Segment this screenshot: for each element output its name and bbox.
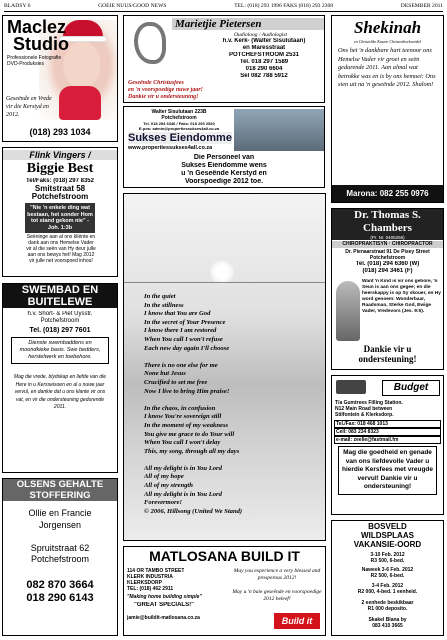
staff-photo [234,109,324,151]
poem-line: None but Jesus [144,370,186,378]
pietersen-addr-2: en Maresstraat [242,45,286,51]
olsens-phone-2: 018 290 6143 [26,592,94,604]
swembad-ad [2,283,118,473]
poem-line: I know there I am restored [144,327,217,335]
sukses-msg-1: Die Personeel van [193,154,255,161]
thomas-text: Want 'n Kind is vir ons gebore, 'n Seun is aan ons gegee; en die heerskappy is op Sy skouer, en Hy word genoem: Wonderbaar, Raadsman, Sterke God, Ewige Vader, Vredevors (Jes. 9:5). [362,279,441,314]
poem-line: Crucified to set me free [144,378,208,386]
pietersen-addr-1: h.v. Kerk- (Walter Sisulutaan) [222,38,306,44]
bosveld-line-1: 3-10 Feb. 2012 [370,552,405,558]
flink-tel: Tel/Faks: (018) 297 8352 [26,178,94,184]
pietersen-tel: Tel. 018 297 1589 [239,59,289,65]
page-number: BLADSY 6 [4,3,31,9]
olsens-title-1: OLSENS GEHALTE [3,479,117,490]
thomas-title-1: Dr. Thomas S. [332,209,443,222]
pietersen-wish-2: en 'n voorspoedige nuwe jaar! [128,87,204,93]
poem-line: Each new day again I'll choose [144,344,230,352]
thomas-addr-2: Potchefstroom [369,255,406,261]
bosveld-line-8: R1 000 deposito. [367,606,408,612]
budget-addr-2: N12 Main Road between [335,406,393,412]
budget-tel: Tel./Fax: 018 468 1013 [334,420,441,428]
thomas-tel: Tel. (018) 294 6360 (W) [355,261,420,267]
matlosana-ad [123,546,326,636]
matlosana-wish-2: May u 'n baie geseënde en voorspoedige 2012 beleef! [232,589,322,602]
sukses-mail: E-pos: admin@propertiessukses4all.co.za [138,126,220,131]
poem-line: © 2006, Hillsong (United We Stand) [144,507,243,515]
sukses-brand: Sukses Eiendomme [128,132,232,144]
thomas-addr-1: Dr. Pienaarstraat 91 De Pisey Street [345,249,430,255]
swembad-addr: h.v. Short- & Piet Uysstr. Potchefstroom [27,311,93,324]
header-contact: TEL: (018) 293 1996 FAKS (018) 293 2308 [234,3,334,9]
matlosana-slogan: "Making home building simple" [127,594,202,600]
poem-line: Now I live to bring Him praise! [144,387,230,395]
sukses-ad [123,106,325,188]
olsens-title-2: STOFFERING [3,490,117,501]
bosveld-line-4: R2 500, 6-bed. [370,573,405,579]
thomas-thanks: Dankie vir u ondersteuning! [358,344,417,364]
matlosana-wish-1: May you experience a very blessed and prosperous 2012! [233,568,321,581]
flink-name: Biggie Best [26,161,94,176]
poem-line: All my delight is in You Lord [144,464,222,472]
maclez-phone: (018) 293 1034 [29,127,91,137]
paper-name: GOEIE NUUS/GOOD NEWS [98,3,167,9]
olsens-phone-1: 082 870 3664 [26,579,94,591]
bosveld-line-6: R2 000, 4-bed. 1 eenheid. [357,589,418,595]
flink-town: Potchefstroom [31,193,89,201]
poem-line [144,353,324,362]
budget-addr-1: T/a Gumtrees Filling Station. [335,400,403,406]
matlosana-email: jamie@buildit-matlosana.co.za [127,615,200,621]
bosveld-line-5: 3-4 Feb. 2012 [371,583,404,589]
poem-line [144,456,324,465]
poem-line: This, my song, through all my days [144,447,240,455]
pietersen-wish-1: Geseënde Christusfees [128,80,184,86]
bosveld-ad [331,520,444,636]
header-month: DESEMBER 2011 [400,3,443,9]
flink-ad [2,147,118,277]
poem-line: When You call I won't refuse [144,335,223,343]
thomas-cell: (018) 294 3461 (F) [362,268,413,274]
olsens-ad [2,478,118,636]
shekinah-sub: en Christelike Kaarte Christenboekwinkel [353,39,422,44]
pietersen-fax: 018 290 6604 [245,66,283,72]
sukses-msg-3: u 'n Geseënde Kerstyd en [181,170,267,177]
maclez-title-1: Maclez [7,18,67,36]
sukses-tel: Tel. 018 294 6346 / Faks: 018 293 2520 [143,121,215,126]
sun-icon [210,260,234,284]
poem-line [144,396,324,405]
swembad-title-1: SWEMBAD EN [3,284,117,296]
truck-icon [336,380,366,394]
budget-cell: Cell: 083 234 8323 [334,428,441,436]
shekinah-title: Shekinah [353,19,422,37]
sukses-web: www.propertiessukses4all.co.za [128,145,213,151]
nativity-figure [336,281,360,341]
bosveld-line-7: 2 eenhede beskikbaar [361,600,414,606]
shekinah-ad [331,15,444,203]
flink-text: Seëninge aan al ons kliënte en dank aan ons Hemelse Vader vir al die seën van Hy deur julle aan ons bewys het! Mag 2012 vir julle net voorspoed inhou! [26,234,96,264]
poem-line: In the secret of Your Presence [144,318,226,326]
poem-line: In the moment of my weakness [144,421,229,429]
olsens-names: Ollie en Francie Jorgensen [28,508,92,530]
poem-line: When You call I won't delay [144,439,221,447]
shekinah-phone: Marona: 082 255 0976 [332,185,443,202]
baby-dress [59,86,101,120]
sukses-addr-2: Potchefstroom [161,115,197,121]
swembad-tel: Tel. (018) 297 7601 [29,327,91,334]
poem-text [144,293,324,516]
thomas-prno: (Pr. Nr. 0405256) [332,235,443,240]
budget-addr-3: Stilfontein & Klerksdorp. [335,412,394,418]
sukses-addr-1: Walter Sisulutaan 223B [151,109,207,115]
poem-line: Forevermore! [144,499,183,507]
poem-line: I know You're sovereign still [144,413,222,421]
swembad-title-2: BUITELEWE [3,296,117,308]
maclez-ad [2,15,118,142]
poem-line: In the stillness [144,301,184,309]
swembad-text: Mag die vrede, blydskap en liefde van die Here in u Kersseisoen en al u nuwe jaar vervul, en dankie dat u ons klante vir ons vat, en vir die ondersteuning gedurende 2011. [13,374,106,410]
sea-horizon [124,282,325,283]
poem-line: You give me grace to do Your will [144,430,235,438]
matlosana-tel: TEL: (018) 462 2911 [127,586,174,592]
maclez-title-2: Studio [13,35,69,53]
bosveld-title-1: BOSVELD [368,522,407,531]
olsens-street-2: Potchefstroom [30,554,90,564]
flink-street: Smitstraat 58 [34,185,86,193]
matlosana-addr-3: KLERKSDORP [127,580,163,586]
bosveld-line-9: Skakel Blana by [368,617,407,623]
poem-lines [144,293,324,516]
maclez-greeting: Geseënde en Vrede vir die Kerstyd en 2012. [6,96,52,118]
thomas-chiro: CHIROPRAKTISYN · CHIROPRACTOR [332,241,443,248]
pietersen-role: Oudioloog / Audiologist [234,32,288,38]
shekinah-body: Ons het 'n dankbare hart teenoor ons Hemelse Vader vir groei en seën gedurende 2011. Aan almal wat betrokke was en is by ons bemoei: Ons sien uit na 'n geseënde 2012. Shalom! [338,47,436,89]
bosveld-title-3: VAKANSIE-OORD [353,540,422,549]
poem-line: All my delight is in You Lord [144,490,222,498]
buildit-logo: Build it [274,613,320,629]
maclez-sub-1: Professionele Fotografie [7,55,62,61]
thomas-title-2: Chambers [332,222,443,235]
thomas-ad [331,208,444,370]
matlosana-addr-1: 114 OR TAMBO STREET [127,568,185,574]
poem-line: I know that You are God [144,310,211,318]
poem-line: All of my hope [144,473,184,481]
flink-motto: "Nie 'n enkele ding wat bestaan, het sonder Hom tot stand gekom nie" - Joh. 1:3b [25,203,95,233]
pietersen-wish-3: Dankie vir u ondersteuning! [128,94,199,100]
poem-line: There is no one else for me [144,361,218,369]
flink-title: Flink Vingers / [3,150,117,160]
pietersen-addr-3: POTCHEFSTROOM 2531 [228,52,299,58]
poem-panel [123,193,326,541]
bosveld-line-10: 083 410 3665 [372,623,403,629]
bosveld-line-3: Naweek 3-6 Feb. 2012 [361,567,414,573]
matlosana-specials: "GREAT SPECIALS!" [134,602,194,608]
budget-brand: Budget [382,380,440,396]
swembad-services: Dienste swembaddens en moondkieke basis. Swe bedders, herstelwerk en toebehore. [11,337,109,364]
bosveld-line-2: R3 500, 6-bed. [370,558,405,564]
budget-ad [331,375,444,515]
ear-logo-icon [134,22,166,64]
poem-line: In the chaos, in confusion [144,404,216,412]
bosveld-title-2: WILDSPLAAS [361,531,414,540]
matlosana-title: MATLOSANA BUILD IT [149,548,300,564]
budget-msg: Mag die goedheid en genade van ons liefdevolle Vader u hierdie Kersfees met vreugde vervul! Dankie vir u ondersteuning! [338,446,437,495]
page-header [4,3,443,12]
poem-line: All of my strength [144,482,193,490]
budget-email: e-mail: zeelie@fastmail.fm [334,436,441,444]
sukses-msg-4: Voorspoedige 2012 toe. [184,178,264,185]
maclez-sub-2: DVD-Produksies [7,61,44,67]
poem-line: In the quiet [144,293,176,300]
olsens-street-1: Spruitstraat 62 [30,543,90,553]
pietersen-ad [123,15,325,103]
sukses-msg-2: Sukses Eiendomme wens [181,162,267,169]
pietersen-name: Marietjie Pietersen [172,18,324,30]
matlosana-addr-2: KLERK INDUSTRIA [127,574,173,580]
pietersen-cell: Sel 082 788 5912 [240,73,288,79]
